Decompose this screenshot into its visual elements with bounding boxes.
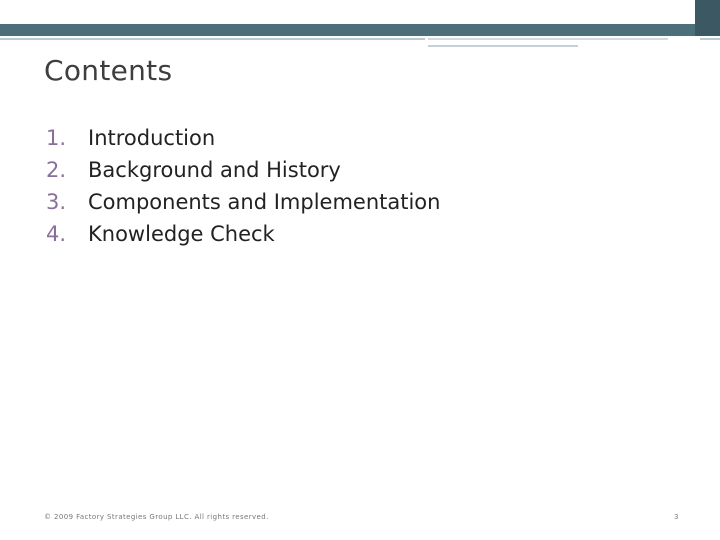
list-item — [46, 186, 440, 218]
footer-copyright: © 2009 Factory Strategies Group LLC. All rights reserved. — [44, 513, 269, 521]
contents-list — [46, 122, 440, 250]
header-accent-line — [428, 45, 578, 47]
header-accent-line — [700, 38, 720, 40]
header-accent-line — [0, 38, 425, 40]
header-band — [0, 0, 720, 24]
page-number: 3 — [674, 513, 679, 521]
item-number: 2. — [46, 158, 67, 182]
item-number: 4. — [46, 222, 67, 246]
item-label: Knowledge Check — [88, 222, 275, 246]
list-item — [46, 122, 440, 154]
header-bar — [0, 24, 720, 36]
item-number: 3. — [46, 190, 67, 214]
slide-title: Contents — [44, 54, 173, 87]
item-label: Background and History — [88, 158, 341, 182]
item-number: 1. — [46, 126, 67, 150]
header-bar-corner — [695, 0, 720, 36]
item-label: Introduction — [88, 126, 216, 150]
list-item — [46, 218, 440, 250]
item-label: Components and Implementation — [88, 190, 441, 214]
header-accent-line — [428, 38, 668, 40]
list-item — [46, 154, 440, 186]
